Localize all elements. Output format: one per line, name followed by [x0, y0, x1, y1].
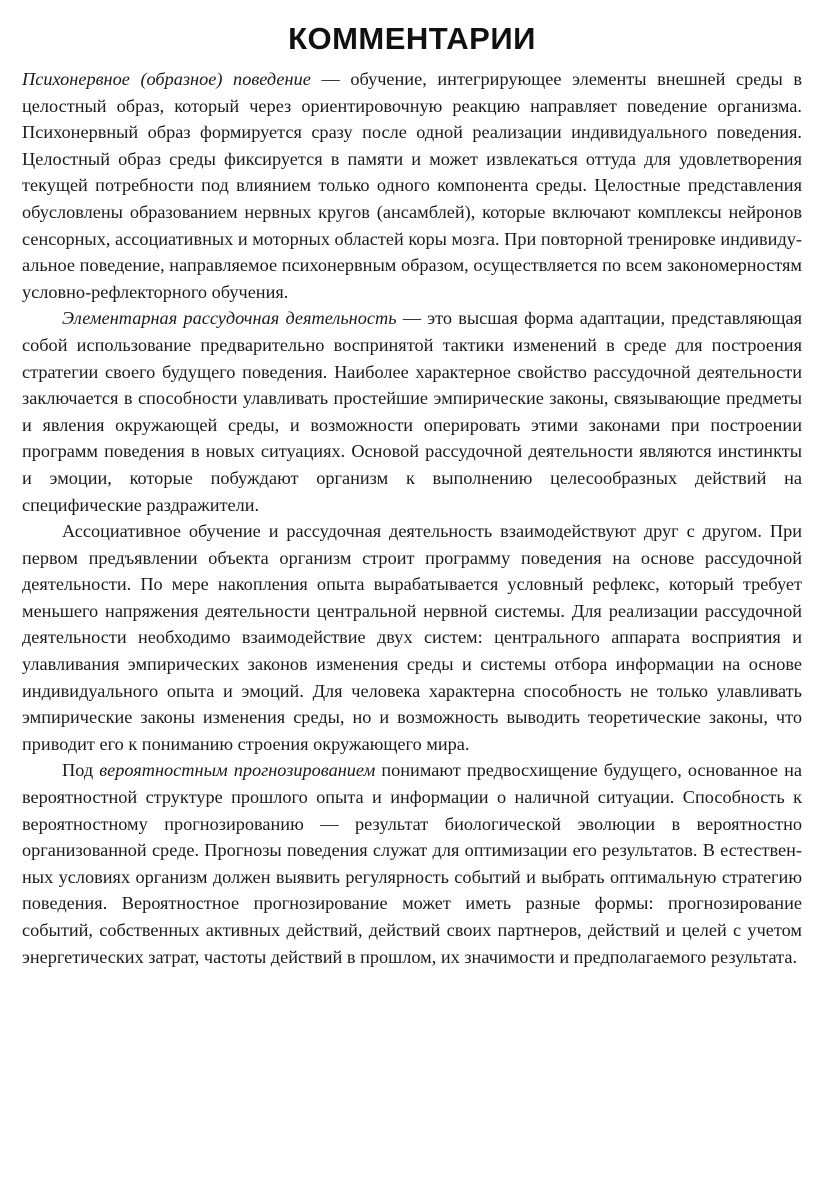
paragraph-associative-learning [22, 518, 802, 757]
paragraph-text: — это высшая форма адаптации, представляющая собой использование предварительно воспринятой тактики изменений в среде для построения стратегии своего будущего поведения. Наиболее характерное свойство рассудочной деятельности заключается в способности улавливать простейшие эмпирические законы, связывающие предметы и явления окружающей среды, и возможности оперировать этими законами при построении программ поведения в новых ситуациях. Основой рассудочной деятельности являются инстинкты и эмоции, которые побуждают организм к выполнению целесообразных действий на специфические раздражители. [22, 308, 802, 515]
paragraph-text: — обучение, интегрирующее элементы внешней среды в целостный образ, который через ориентировочную реакцию направляет поведение организма. Психонервный образ формируется сразу после одной реализации индивидуального поведения. Целостный образ среды фиксируется в памяти и может извлекаться оттуда для удовлетворения текущей потребности под влиянием только одного компонента среды. Целостные представления обусловлены образованием нервных кругов (ансамблей), которые включают комплексы нейронов сенсорных, ассоциативных и моторных областей коры мозга. При повторной тренировке индивидуальное поведение, направляемое психонервным образом, осуществляется по всем закономерностям условно-рефлекторного обучения. [22, 69, 802, 302]
paragraph-text: понимают предвосхищение будущего, основанное на вероятностной структуре прошлого опыта и информации о наличной ситуации. Способность к вероятностному прогнозированию — результат биологической эволюции в вероятностно организованной среде. Прогнозы поведения служат для оптимизации его результатов. В естественных условиях организм должен выявить регулярность событий и выбрать оптимальную стратегию поведения. Вероятностное прогнозирование может иметь разные формы: прогнозирование событий, собственных активных действий, действий своих партнеров, действий и целей с учетом энергетических затрат, частоты действий в прошлом, их значимости и предполагаемого результата. [22, 760, 802, 967]
document-page [22, 14, 802, 970]
paragraph-elementary-reasoning [22, 305, 802, 518]
term-probabilistic-forecasting: вероятностным прогнозированием [99, 760, 376, 781]
paragraph-prefix: Под [62, 760, 100, 781]
page-title: КОММЕНТАРИИ [288, 21, 536, 56]
term-psychonervous-behavior: Психонервное (образное) поведение [22, 69, 311, 89]
paragraph-psychonervous-behavior [22, 66, 802, 305]
paragraph-probabilistic-forecasting [22, 757, 802, 970]
paragraph-text: Ассоциативное обучение и рассудочная деятельность взаимодействуют друг с другом. При первом предъявлении объекта организм строит программу поведения на основе рассудочной деятельности. По мере накопления опыта вырабатывается условный рефлекс, который требует меньшего напряжения деятельности центральной нервной системы. Для реализации рассудочной деятельности необходимо взаимодействие двух систем: центрального аппарата восприятия и улавливания эмпирических законов изменения среды и системы отбора информации на основе индивидуального опыта и эмоций. Для человека характерна способность не только улавливать эмпирические законы изменения среды, но и возможность выводить теоретические законы, что приводит его к пониманию строения окружающего мира. [22, 521, 802, 754]
term-elementary-reasoning: Элементарная рассудочная деятельность [62, 308, 397, 329]
